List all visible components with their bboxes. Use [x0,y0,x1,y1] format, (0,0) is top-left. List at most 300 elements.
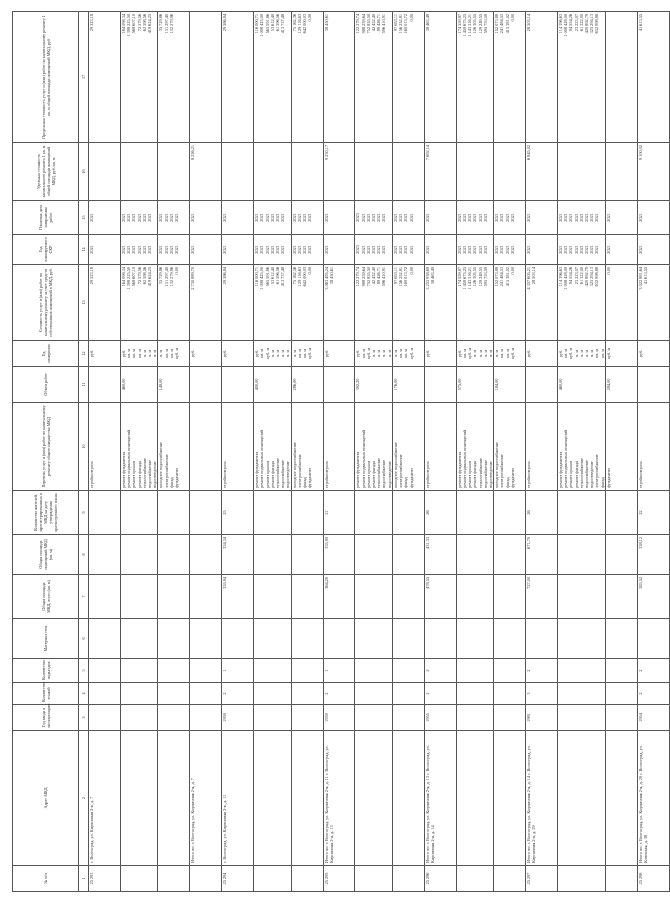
column-number: 6 [79,619,89,659]
volume-cell [424,367,456,403]
works-list-cell: стройконтроль [323,403,355,491]
plan-year-cell: 2021 [605,235,637,265]
header-row [13,12,79,892]
end-year-cell: 2021 [605,201,637,235]
column-header: Общая площадь помещений МКД (кв. м) [13,535,79,575]
plan-year-cell: 2021 [637,235,669,265]
works-list-cell: холодное водоснабжение электроснабжение фасад фундамент [494,403,526,491]
end-year-cell: 2021 2021 2021 2021 [158,201,190,235]
end-year-cell: 2021 [526,201,558,235]
row-number [558,866,606,892]
row-number [291,866,323,892]
year-cell: 1981 [526,705,558,731]
cost-cell: 122 279,74 988 259,64 752 855,50 42 452,40 89 426,71 596 410,91 [355,265,392,341]
floors-cell: 2 [222,683,254,705]
column-header: Перечень услуг и (или) работ по капитальному ремонту общего имущества МКД [13,403,79,491]
cost-cell: 2 730 889,70 [190,265,222,341]
living-area-cell [120,535,157,575]
entrances-cell [158,659,190,683]
address-cell [254,731,291,866]
works-list-cell: ремонт фундамента ремонт подвальных помещений ремонт крыши ремонт фасада теплоснабжение водоснабжение водоотведение [120,403,157,491]
limit-cost-cell: 29 586,84 [222,12,254,143]
wall-material-cell [424,619,456,659]
row-number: 25 294 [222,866,254,892]
entrances-cell [494,659,526,683]
row-number [605,866,637,892]
year-cell [558,705,606,731]
unit-cell: руб. кв. м куб. м п. м п. м п. м п. м [456,341,493,367]
unit-cell: руб. кв. м куб. м п. м п. м п. м п. м [254,341,291,367]
total-area-cell [89,575,121,619]
volume-cell: 176,00 [392,367,424,403]
limit-cost-cell: 164 098,34 1 398 225,50 568 607,10 72 579,56 62 598,56 419 624,25 [120,12,157,143]
total-area-cell: 478,55 [424,575,456,619]
unit-cost-cell: 8 226,21 [190,143,222,201]
limit-cost-cell: 41 613,55 [637,12,669,143]
year-cell [158,705,190,731]
works-list-cell: холодное водоснабжение электроснабжение фасад фундамент [158,403,190,491]
plan-year-cell: 2021 [222,235,254,265]
floors-cell [190,683,222,705]
address-cell: Итого по: г. Волгоград, ул. Кирпичная 2-я, д. 11 г. Волгоград, ул. Кирпичная 2-я, д. 13 [323,731,355,866]
limit-cost-cell: 174 559,87 1 459 675,25 1 143 316,21 126 305,55 129 249,55 595 753,59 [456,12,493,143]
works-list-cell: стройконтроль [89,403,121,491]
row-number: 25 298 [637,866,669,892]
capital-repair-plan-table [12,11,670,892]
row-number [456,866,493,892]
total-area-cell [456,575,493,619]
column-number: 13 [79,265,89,341]
table-row [190,12,222,892]
floors-cell: 2 [637,683,669,705]
cost-cell: 0,00 [605,265,637,341]
unit-cell: руб. кв. м кв. м кв. м п. м п. м п. м [120,341,157,367]
wall-material-cell [494,619,526,659]
unit-cell: руб. кв. м куб. м п. м п. м п. м п. м кв. м кв. м [558,341,606,367]
table-row [120,12,157,892]
volume-cell [323,367,355,403]
wall-material-cell [456,619,493,659]
end-year-cell: 2021 2021 2021 2021 2021 2021 [120,201,157,235]
column-number: 3 [79,705,89,731]
unit-cell: руб. [637,341,669,367]
cost-cell: 3 022 881,64 41 613,55 [637,265,669,341]
cost-cell: 114 396,63 1 008 428,00 94 554,26 23 223,07 61 322,00 420 892,79 325 294,13 632 998,88 [558,265,606,341]
unit-cell: куб. м [605,341,637,367]
residents-cell [605,491,637,535]
unit-cost-cell [158,143,190,201]
works-list-cell: ремонт фундамента ремонт подвальных помещений ремонт крыши ремонт фасада теплоснабжение водоснабжение водоотведение электроснабжение фасад [558,403,606,491]
limit-cost-cell: 114 396,63 1 008 428,00 94 554,26 23 223,07 61 322,00 420 892,79 325 294,13 632 998,88 [558,12,606,143]
row-number [392,866,424,892]
cost-cell: 174 559,87 1 459 675,25 1 143 316,21 126 305,55 129 249,55 595 753,59 [456,265,493,341]
works-list-cell: ремонт фундамента ремонт подвальных помещений ремонт крыши ремонт фасада теплоснабжение водоснабжение водоотведение [254,403,291,491]
column-header: Предельная стоимость услуг и (или) работ по капитальному ремонту 1 кв. м общей площади помещений МКД, руб. [13,12,79,143]
unit-cost-cell: 7 692,14 [424,143,456,201]
residents-cell [456,491,493,535]
floors-cell [355,683,392,705]
end-year-cell: 2023 2021 2021 2021 2021 2021 [355,201,392,235]
residents-cell [254,491,291,535]
column-number: 5 [79,659,89,683]
column-header: Ед. измерения [13,341,79,367]
end-year-cell: 2021 2021 2021 2021 [494,201,526,235]
table-row [605,12,637,892]
end-year-cell: 2021 [190,201,222,235]
column-header: Объем работ [13,367,79,403]
plan-year-cell: 2021 [190,235,222,265]
wall-material-cell [222,619,254,659]
residents-cell: 22 [637,491,669,535]
table-row [558,12,606,892]
unit-cost-cell [355,143,392,201]
entrances-cell: 1 [323,659,355,683]
year-cell [190,705,222,731]
unit-cost-cell [120,143,157,201]
floors-cell [120,683,157,705]
column-number: 15 [79,201,89,235]
plan-year-cell: 2021 [323,235,355,265]
address-cell [392,731,424,866]
column-number-row [79,12,89,892]
entrances-cell [456,659,493,683]
limit-cost-cell: 38 450,61 [323,12,355,143]
entrances-cell [392,659,424,683]
entrances-cell [355,659,392,683]
end-year-cell: 2021 [323,201,355,235]
entrances-cell: 2 [637,659,669,683]
living-area-cell: 671,70 [526,535,558,575]
residents-cell: 26 [526,491,558,535]
cost-cell: 3 063 495,24 38 450,61 [323,265,355,341]
residents-cell: 26 [424,491,456,535]
living-area-cell [254,535,291,575]
floors-cell: 2 [424,683,456,705]
column-header: Общая площадь МКД, всего (кв. м) [13,575,79,619]
year-cell [120,705,157,731]
total-area-cell: 383,52 [637,575,669,619]
wall-material-cell [89,619,121,659]
end-year-cell: 2021 [424,201,456,235]
total-area-cell [158,575,190,619]
table-row [392,12,424,892]
limit-cost-cell [605,12,637,143]
wall-material-cell [637,619,669,659]
living-area-cell [456,535,493,575]
table-row [424,12,456,892]
address-cell [494,731,526,866]
works-list-cell: ремонт фундамента ремонт подвальных помещений ремонт крыши ремонт фасада теплоснабжение водоснабжение водоотведение [456,403,493,491]
unit-cost-cell [89,143,121,201]
wall-material-cell [355,619,392,659]
volume-cell: 286,00 [291,367,323,403]
limit-cost-cell: 75 162,36 129 116,63 642 000,03 0,00 [291,12,323,143]
floors-cell [494,683,526,705]
works-list-cell: стройконтроль [222,403,254,491]
row-number: 25 293 [89,866,121,892]
end-year-cell: 2021 [222,201,254,235]
entrances-cell [558,659,606,683]
column-number: 14 [79,235,89,265]
cost-cell: 4 357 605,21 28 503,14 [526,265,558,341]
table-row [637,12,669,892]
column-number: 4 [79,683,89,705]
volume-cell: 148,00 [158,367,190,403]
volume-cell [526,367,558,403]
living-area-cell [392,535,424,575]
volume-cell: 284,00 [605,367,637,403]
address-cell: Итого по: г. Волгоград, ул. Кирпичная 2-я, д. 13 г. Волгоград, ул. Кирпичная 2-я, д. 14 [424,731,456,866]
total-area-cell [190,575,222,619]
wall-material-cell [558,619,606,659]
row-number [120,866,157,892]
cost-cell: 97 653,11 156 252,81 160 013,72 0,00 [392,265,424,341]
unit-cost-cell [291,143,323,201]
unit-cost-cell [392,143,424,201]
column-header: Плановая дата завершения работ [13,201,79,235]
plan-year-cell: 2021 2021 2021 2021 [494,235,526,265]
entrances-cell: 2 [526,659,558,683]
column-number: 7 [79,575,89,619]
volume-cell: 392,20 [355,367,392,403]
year-cell [355,705,392,731]
wall-material-cell [526,619,558,659]
unit-cost-cell [222,143,254,201]
living-area-cell: 338,12 [637,535,669,575]
table-row [158,12,190,892]
total-area-cell [254,575,291,619]
column-number: 9 [79,491,89,535]
row-number [158,866,190,892]
volume-cell: 400,00 [254,367,291,403]
unit-cost-cell [494,143,526,201]
limit-cost-cell: 28 503,14 [526,12,558,143]
cost-cell: 29 523,18 [89,265,121,341]
unit-cell: руб. [526,341,558,367]
entrances-cell [605,659,637,683]
column-number: 8 [79,535,89,575]
limit-cost-cell: 35 729,86 131 297,40 132 279,96 [158,12,190,143]
limit-cost-cell: 116 000,71 1 008 425,00 565 591,86 53 612,40 61 596,56 413 737,48 [254,12,291,143]
column-number: 16 [79,143,89,201]
cost-cell: 35 729,86 131 297,40 132 279,96 0,00 [158,265,190,341]
row-number [355,866,392,892]
year-cell [494,705,526,731]
volume-cell [637,367,669,403]
column-header: Количество жителей, зарегистрированных в МКД на дату утверждения краткосрочного плана [13,491,79,535]
end-year-cell: 2021 2021 2021 2021 [291,201,323,235]
row-number [494,866,526,892]
column-header: Количество этажей [13,683,79,705]
table-row [89,12,121,892]
plan-year-cell: 2021 2021 2021 2021 [392,235,424,265]
volume-cell [89,367,121,403]
unit-cost-cell [558,143,606,201]
cost-cell: 116 000,71 1 008 425,00 565 591,86 53 612,40 61 596,56 413 737,48 [254,265,291,341]
table-row [526,12,558,892]
residents-cell [120,491,157,535]
address-cell: Итого по: г. Волгоград, ул. Кирпичная 2-я, д. 14 г. Волгоград, ул. Кирпичная 2-я, д. 29 [526,731,558,866]
rotated-table-sheet [12,12,649,892]
cost-cell: 164 098,34 1 398 225,50 568 607,10 72 579,56 62 598,56 419 624,25 [120,265,157,341]
residents-cell [89,491,121,535]
volume-cell [190,367,222,403]
living-area-cell: 335,90 [323,535,355,575]
unit-cell: руб. [222,341,254,367]
entrances-cell [120,659,157,683]
address-cell: г. Волгоград, ул. Кирпичная 2-я, д. 7 [89,731,121,866]
column-number: 17 [79,12,89,143]
entrances-cell [254,659,291,683]
residents-cell: 21 [323,491,355,535]
floors-cell [158,683,190,705]
year-cell: 1959 [323,705,355,731]
total-area-cell: 364,20 [323,575,355,619]
unit-cost-cell [605,143,637,201]
address-cell [456,731,493,866]
residents-cell [558,491,606,535]
column-header: Год планируемого СКР [13,235,79,265]
plan-year-cell: 2021 2021 2021 2021 2021 2021 [120,235,157,265]
column-number: 2 [79,731,89,866]
year-cell [89,705,121,731]
column-number: 11 [79,367,89,403]
unit-cell: п. м кв. м кв. м куб. м [494,341,526,367]
floors-cell [254,683,291,705]
volume-cell: 184,00 [494,367,526,403]
address-cell [605,731,637,866]
entrances-cell [291,659,323,683]
living-area-cell [158,535,190,575]
total-area-cell [605,575,637,619]
table-row [456,12,493,892]
residents-cell [190,491,222,535]
plan-year-cell: 2021 2021 2021 2021 [291,235,323,265]
residents-cell [392,491,424,535]
table-row [222,12,254,892]
address-cell [158,731,190,866]
entrances-cell: 2 [424,659,456,683]
total-area-cell [120,575,157,619]
limit-cost-cell: 152 073,88 241 484,53 415 381,02 0,00 [494,12,526,143]
living-area-cell [558,535,606,575]
unit-cost-cell: 9 100,02 [637,143,669,201]
unit-cost-cell [254,143,291,201]
total-area-cell [355,575,392,619]
wall-material-cell [392,619,424,659]
table-row [494,12,526,892]
residents-cell [158,491,190,535]
plan-year-cell: 2023 2021 2021 2021 2021 2021 [355,235,392,265]
unit-cost-cell: 6 845,02 [526,143,558,201]
living-area-cell [190,535,222,575]
wall-material-cell [605,619,637,659]
residents-cell: 25 [222,491,254,535]
living-area-cell [494,535,526,575]
floors-cell [605,683,637,705]
entrances-cell [89,659,121,683]
floors-cell [392,683,424,705]
works-list-cell: стройконтроль [424,403,456,491]
cost-cell: 75 162,36 129 116,63 642 000,03 0,00 [291,265,323,341]
address-cell: Итого по: г. Волгоград, ул. Кирпичная 2-я, д. 29 г. Волгоград, ул. Клинская, д. 38 [637,731,669,866]
cost-cell: 152 073,88 241 484,53 415 381,02 0,00 [494,265,526,341]
floors-cell: 3 [526,683,558,705]
address-cell [291,731,323,866]
column-header: Адрес МКД [13,731,79,866]
wall-material-cell [120,619,157,659]
year-cell [254,705,291,731]
residents-cell [355,491,392,535]
end-year-cell: 2021 [637,201,669,235]
plan-year-cell: 2021 [526,235,558,265]
living-area-cell: 431,33 [424,535,456,575]
table-row [254,12,291,892]
works-list-cell: стройконтроль [526,403,558,491]
volume-cell [222,367,254,403]
year-cell [392,705,424,731]
residents-cell [291,491,323,535]
address-cell [355,731,392,866]
unit-cell: руб. [424,341,456,367]
cost-cell: 3 255 938,69 38 463,49 [424,265,456,341]
wall-material-cell [291,619,323,659]
row-number: 25 295 [323,866,355,892]
unit-cell: руб. [89,341,121,367]
table-row [323,12,355,892]
works-list-cell: холодное водоснабжение электроснабжение фасад фундамент [291,403,323,491]
year-cell [605,705,637,731]
floors-cell [89,683,121,705]
limit-cost-cell: 38 463,49 [424,12,456,143]
living-area-cell [355,535,392,575]
total-area-cell [558,575,606,619]
end-year-cell: 2021 [89,201,121,235]
year-cell [456,705,493,731]
unit-cell: руб. [323,341,355,367]
column-number: 12 [79,341,89,367]
row-number: 25 297 [526,866,558,892]
unit-cell: руб. [190,341,222,367]
limit-cost-cell [190,12,222,143]
entrances-cell [190,659,222,683]
plan-year-cell: 2021 2021 2021 2021 2021 2021 2021 2021 [558,235,606,265]
limit-cost-cell: 97 653,11 156 252,81 160 013,72 0,00 [392,12,424,143]
works-list-cell: ремонт фундамента ремонт подвальных помещений ремонт крыши ремонт фасада теплоснабжение водоснабжение водоотведение [355,403,392,491]
total-area-cell [494,575,526,619]
limit-cost-cell: 29 523,18 [89,12,121,143]
end-year-cell: 2021 2021 2021 2021 2021 2021 2021 2021 [558,201,606,235]
address-cell: Итого по: г. Волгоград, ул. Кирпичная 2-я, д. 7 [190,731,222,866]
plan-year-cell: 2021 2021 2021 2021 [158,235,190,265]
residents-cell [494,491,526,535]
unit-cost-cell [456,143,493,201]
works-list-cell: стройконтроль [637,403,669,491]
wall-material-cell [254,619,291,659]
year-cell: 1959 [222,705,254,731]
volume-cell: 460,00 [558,367,606,403]
floors-cell [456,683,493,705]
end-year-cell: 2021 2021 2021 2021 2021 2021 [254,201,291,235]
unit-cost-cell: 9 230,17 [323,143,355,201]
living-area-cell [89,535,121,575]
column-header: № п/п [13,866,79,892]
address-cell [120,731,157,866]
wall-material-cell [158,619,190,659]
column-header: Стоимость услуг и (или) работ по капитальному ремонту за счет средств собственников помещений в МКД, руб. [13,265,79,341]
column-header: Год ввода в эксплуатацию [13,705,79,731]
end-year-cell: 2021 2021 2021 2021 2021 2021 [456,201,493,235]
